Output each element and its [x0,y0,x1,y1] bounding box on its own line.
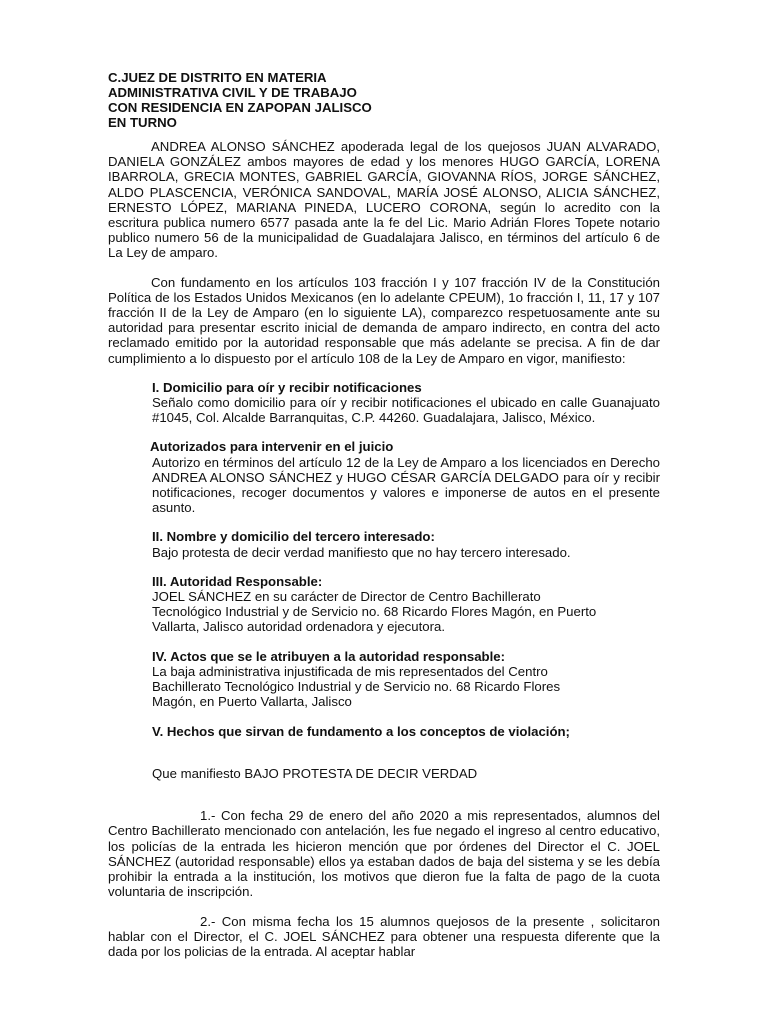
section-line: Bachillerato Tecnológico Industrial y de Servicio no. 68 Ricardo Flores [152,679,561,695]
section-line: La baja administrativa injustificada de mis representados del Centro [152,663,548,679]
section-tercero [152,529,660,559]
section-heading: IV. Actos que se le atribuyen a la autoridad responsable: [152,648,505,664]
section-actos [152,649,660,710]
addressee-line: EN TURNO [108,115,177,130]
section-heading: Autorizados para intervenir en el juicio [150,439,394,455]
section-heading: V. Hechos que sirvan de fundamento a los conceptos de violación; [152,723,570,739]
addressee-block [108,70,660,130]
foundation-paragraph: Con fundamento en los artículos 103 fracción I y 107 fracción IV de la Constitución Política de los Estados Unidos Mexicanos (en lo adelante CPEUM), 1o fracción I, 11, 17 y 107 fracción II de la Ley de Amparo (en lo siguiente LA), comparezco respetuosamente ante su autoridad para presentar escrito inicial de demanda de amparo indirecto, en contra del acto reclamado emitido por la autoridad responsable que más adelante se precisa. A fin de dar cumplimiento a lo dispuesto por el artículo 108 de la Ley de Amparo en vigor, manifiesto: [108,274,660,366]
hecho-1-paragraph: 1.- Con fecha 29 de enero del año 2020 a mis representados, alumnos del Centro Bachillerato mencionado con antelación, les fue negado el ingreso al centro educativo, los policías de la entrada les hicieron mención que por órdenes del Director el C. JOEL SÁNCHEZ (autoridad responsable) ellos ya estaban dados de baja del sistema y se les debía prohibir la entrada a la institución, los motivos que dieron fue la falta de pago de la cuota voluntaria de inscripción. [108,808,660,900]
section-line: Magón, en Puerto Vallarta, Jalisco [152,694,352,710]
protesta-line: Que manifiesto BAJO PROTESTA DE DECIR VERDAD [152,765,478,781]
section-autorizados [152,439,660,515]
section-line: Tecnológico Industrial y de Servicio no. 68 Ricardo Flores Magón, en Puerto [152,604,597,620]
section-body: Autorizo en términos del artículo 12 de la Ley de Amparo a los licenciados en Derecho ANDREA ALONSO SÁNCHEZ y HUGO CÉSAR GARCÍA DELGADO para oír y recibir notificaciones, recoger documentos y valores e imponerse de autos en el presente asunto. [152,454,660,516]
intro-paragraph: ANDREA ALONSO SÁNCHEZ apoderada legal de los quejosos JUAN ALVARADO, DANIELA GONZÁLEZ ambos mayores de edad y los menores HUGO GARCÍA, LORENA IBARROLA, GRECIA MONTES, GABRIEL GARCÍA, GIOVANNA RÍOS, JORGE SÁNCHEZ, ALDO PLASCENCIA, VERÓNICA SANDOVAL, MARÍA JOSÉ ALONSO, ALICIA SÁNCHEZ, ERNESTO LÓPEZ, MARIANA PINEDA, LUCERO CORONA, según lo acredito con la escritura publica numero 6577 pasada ante la fe del Lic. Mario Adrián Flores Topete notario publico numero 56 de la municipalidad de Guadalajara Jalisco, en términos del artículo 6 de La Ley de amparo. [108,139,660,261]
section-heading: II. Nombre y domicilio del tercero interesado: [152,529,435,545]
addressee-line: C.JUEZ DE DISTRITO EN MATERIA [108,70,327,85]
section-autoridad [152,574,660,635]
legal-document-page [108,70,660,959]
section-body: Bajo protesta de decir verdad manifiesto que no hay tercero interesado. [152,544,571,560]
section-heading: I. Domicilio para oír y recibir notificaciones [152,379,422,395]
section-line: Vallarta, Jalisco autoridad ordenadora y ejecutora. [152,619,445,635]
section-heading: III. Autoridad Responsable: [152,573,323,589]
section-domicilio [152,380,660,426]
addressee-line: ADMINISTRATIVA CIVIL Y DE TRABAJO [108,85,357,100]
section-hechos [152,724,660,739]
hecho-2-paragraph: 2.- Con misma fecha los 15 alumnos quejosos de la presente , solicitaron hablar con el Director, el C. JOEL SÁNCHEZ para obtener una respuesta diferente que la dada por los policias de la entrada. Al aceptar hablar [108,913,660,959]
section-line: JOEL SÁNCHEZ en su carácter de Director de Centro Bachillerato [152,589,541,605]
addressee-line: CON RESIDENCIA EN ZAPOPAN JALISCO [108,100,372,115]
section-body: Señalo como domicilio para oír y recibir notificaciones el ubicado en calle Guanajuato #1045, Col. Alcalde Barranquitas, C.P. 44260. Guadalajara, Jalisco, México. [152,395,660,426]
